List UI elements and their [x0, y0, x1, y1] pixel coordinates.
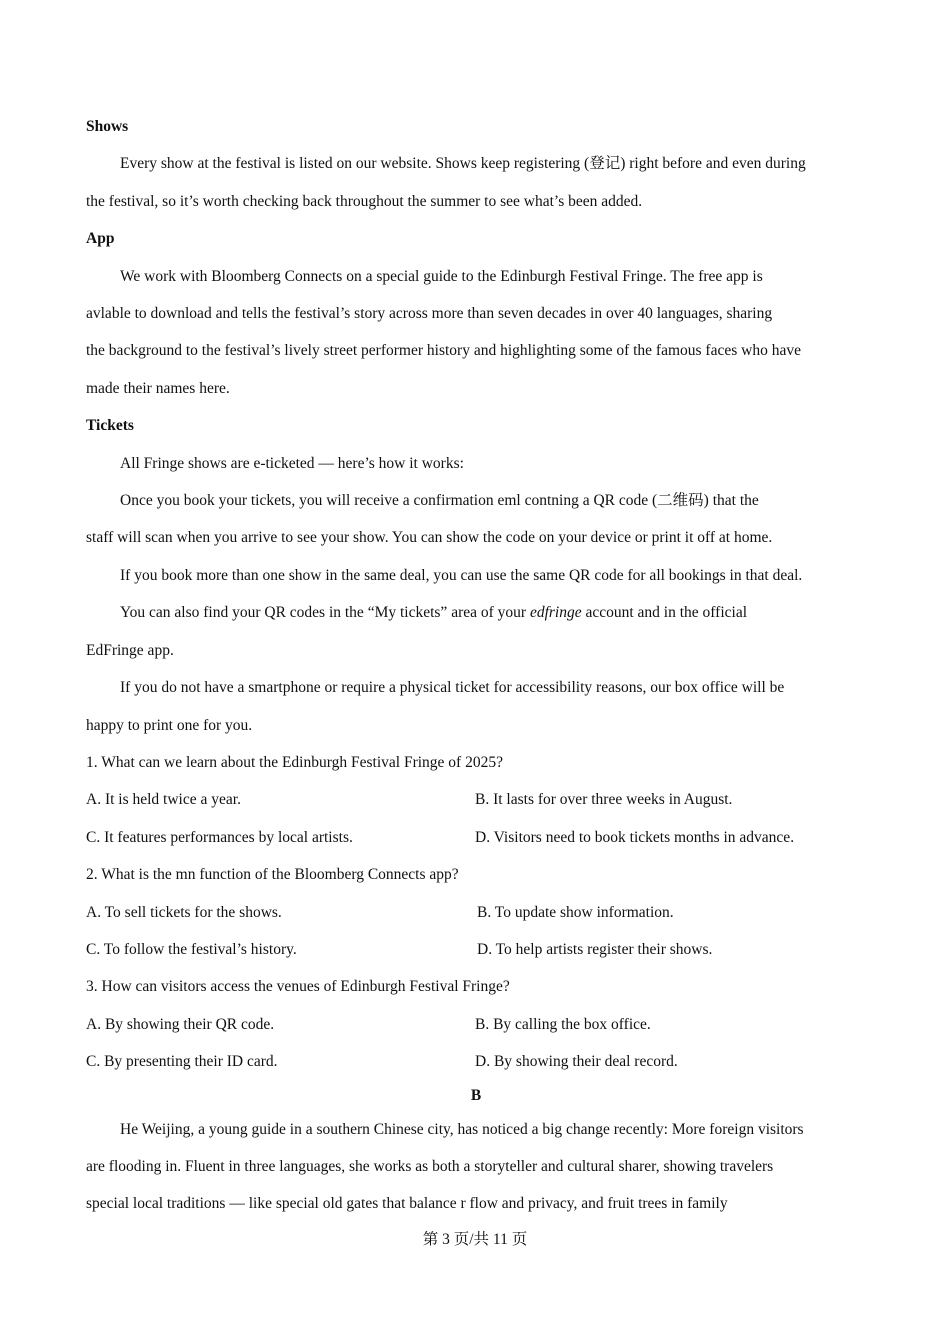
question-options-row — [86, 1006, 866, 1043]
option-c: C. By presenting their ID card. — [86, 1053, 278, 1071]
question-stem: 1. What can we learn about the Edinburgh Festival Fringe of 2025? — [86, 753, 503, 771]
app-paragraph-line: made their names here. — [86, 379, 230, 397]
tickets-text: account and in the official — [581, 604, 748, 622]
tickets-paragraph-line — [86, 594, 866, 631]
tickets-paragraph-line: staff will scan when you arrive to see your show. You can show the code on your device or print it off at home. — [86, 529, 773, 547]
tickets-paragraph-line: Once you book your tickets, you will receive a confirmation eml contning a QR code (二维码) that the — [120, 492, 759, 510]
shows-paragraph-line: Every show at the festival is listed on our website. Shows keep registering (登记) right before and even during — [120, 155, 806, 173]
question-options-row — [86, 819, 866, 856]
app-paragraph-line: We work with Bloomberg Connects on a special guide to the Edinburgh Festival Fringe. The free app is — [120, 267, 763, 285]
tickets-paragraph-line: EdFringe app. — [86, 641, 174, 659]
question-options-row — [86, 1043, 866, 1080]
part-b-paragraph-line: He Weijing, a young guide in a southern Chinese city, has noticed a big change recently: More foreign visitors — [120, 1120, 804, 1138]
app-paragraph-line: the background to the festival’s lively street performer history and highlighting some of the famous faces who have — [86, 342, 801, 360]
option-d: D. By showing their deal record. — [475, 1053, 678, 1071]
section-heading-shows: Shows — [86, 118, 129, 135]
option-d: D. To help artists register their shows. — [477, 940, 713, 958]
option-b: B. It lasts for over three weeks in August. — [475, 791, 733, 809]
edfringe-italic: edfringe — [529, 604, 582, 622]
question-stem: 2. What is the mn function of the Bloomberg Connects app? — [86, 866, 459, 884]
option-b: B. To update show information. — [477, 903, 674, 921]
option-a: A. By showing their QR code. — [86, 1015, 275, 1033]
section-heading-tickets: Tickets — [86, 417, 134, 435]
option-c: C. It features performances by local artists. — [86, 828, 353, 846]
section-heading-app: App — [86, 230, 115, 248]
option-d: D. Visitors need to book tickets months in advance. — [475, 828, 795, 846]
part-b-paragraph-line: special local traditions — like special old gates that balance r flow and privacy, and fruit trees in family — [86, 1195, 728, 1213]
option-c: C. To follow the festival’s history. — [86, 940, 297, 958]
option-a: A. To sell tickets for the shows. — [86, 903, 282, 921]
question-options-row — [86, 931, 866, 968]
option-b: B. By calling the box office. — [475, 1015, 651, 1033]
app-paragraph-line: avlable to download and tells the festival’s story across more than seven decades in over 40 languages, sharing — [86, 305, 773, 323]
option-a: A. It is held twice a year. — [86, 791, 241, 809]
part-b-paragraph-line: are flooding in. Fluent in three languages, she works as both a storyteller and cultural sharer, showing travelers — [86, 1157, 774, 1175]
tickets-paragraph-line: If you book more than one show in the same deal, you can use the same QR code for all bookings in that deal. — [120, 566, 803, 584]
page-footer: 第 3 页/共 11 页 — [422, 1231, 528, 1248]
part-b-label: B — [470, 1086, 482, 1104]
document-page — [86, 108, 866, 1223]
tickets-paragraph-line: All Fringe shows are e-ticketed — here’s how it works: — [120, 454, 464, 472]
question-options-row — [86, 781, 866, 818]
tickets-paragraph-line: If you do not have a smartphone or require a physical ticket for accessibility reasons, our box office will be — [120, 679, 785, 697]
question-stem: 3. How can visitors access the venues of Edinburgh Festival Fringe? — [86, 978, 510, 996]
shows-paragraph-line: the festival, so it’s worth checking back throughout the summer to see what’s been added. — [86, 192, 643, 210]
tickets-paragraph-line: happy to print one for you. — [86, 716, 253, 734]
tickets-text: You can also find your QR codes in the “My tickets” area of your — [120, 604, 530, 622]
question-options-row — [86, 894, 866, 931]
